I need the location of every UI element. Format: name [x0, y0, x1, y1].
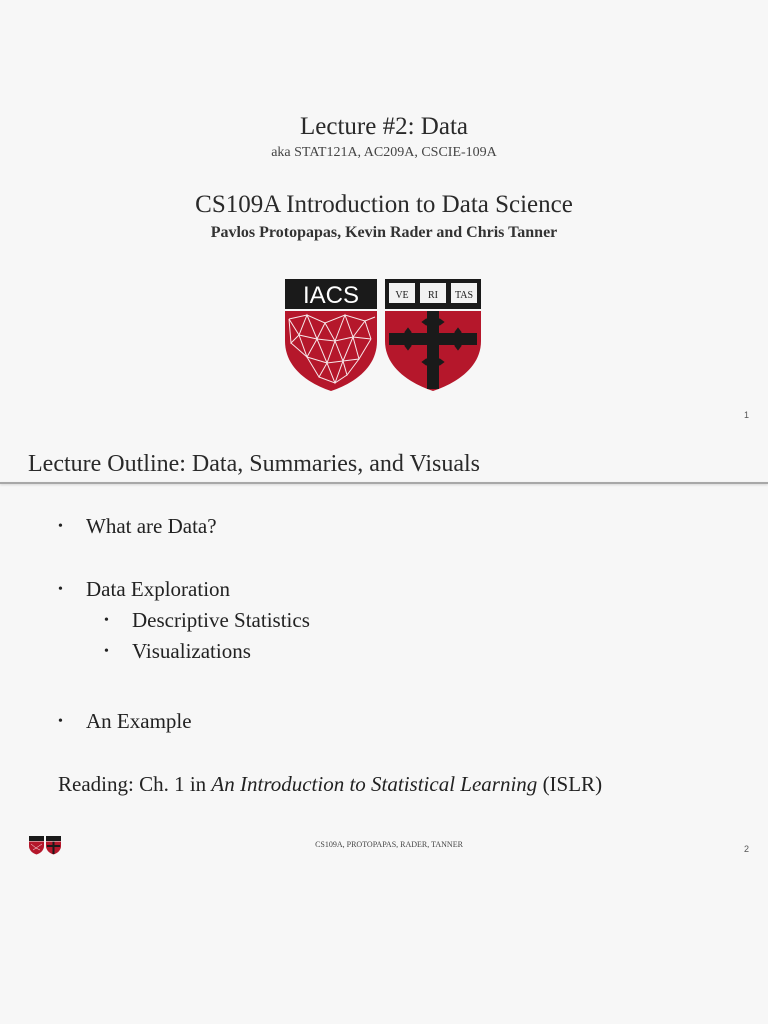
reading-assignment	[58, 772, 602, 797]
veritas-ve-text: VE	[395, 290, 409, 301]
authors: Pavlos Protopapas, Kevin Rader and Chris Tanner	[210, 224, 558, 241]
reading-prefix: Reading: Ch. 1 in	[58, 772, 212, 796]
iacs-harvard-logos	[285, 279, 481, 393]
iacs-text: IACS	[302, 282, 360, 309]
bullet-data-exploration	[58, 577, 230, 602]
title-divider	[0, 482, 768, 484]
slide-number-1: 1	[744, 410, 750, 420]
sub-bullet-descriptive-statistics	[104, 608, 310, 633]
bullet-glyph: •	[104, 613, 109, 628]
course-aliases: aka STAT121A, AC209A, CSCIE-109A	[271, 145, 497, 160]
slide-number-2: 2	[744, 844, 750, 854]
bullet-text: An Example	[86, 709, 192, 733]
course-title: CS109A Introduction to Data Science	[195, 191, 573, 218]
bullet-text: What are Data?	[86, 514, 217, 538]
outline-title: Lecture Outline: Data, Summaries, and Visuals	[28, 451, 481, 477]
bullet-glyph: •	[58, 582, 63, 597]
harvard-shield-logo	[385, 279, 481, 391]
bullet-glyph: •	[58, 714, 63, 729]
sub-bullet-visualizations	[104, 639, 251, 664]
veritas-ri-text: RI	[428, 290, 438, 301]
lecture-title: Lecture #2: Data	[300, 113, 468, 140]
bullet-an-example	[58, 709, 192, 734]
reading-book-title: An Introduction to Statistical Learning	[211, 772, 538, 796]
bullet-what-are-data	[58, 514, 217, 539]
bullet-text: Data Exploration	[86, 577, 231, 601]
slide-1	[0, 0, 768, 430]
bullet-text: Descriptive Statistics	[132, 608, 310, 632]
footer-authors: CS109A, PROTOPAPAS, RADER, TANNER	[315, 840, 463, 849]
veritas-tas-text: TAS	[454, 290, 474, 301]
bullet-text: Visualizations	[132, 639, 251, 663]
iacs-shield-logo	[285, 279, 377, 391]
bullet-glyph: •	[58, 519, 63, 534]
reading-suffix: (ISLR)	[537, 772, 603, 796]
bullet-glyph: •	[104, 644, 109, 659]
